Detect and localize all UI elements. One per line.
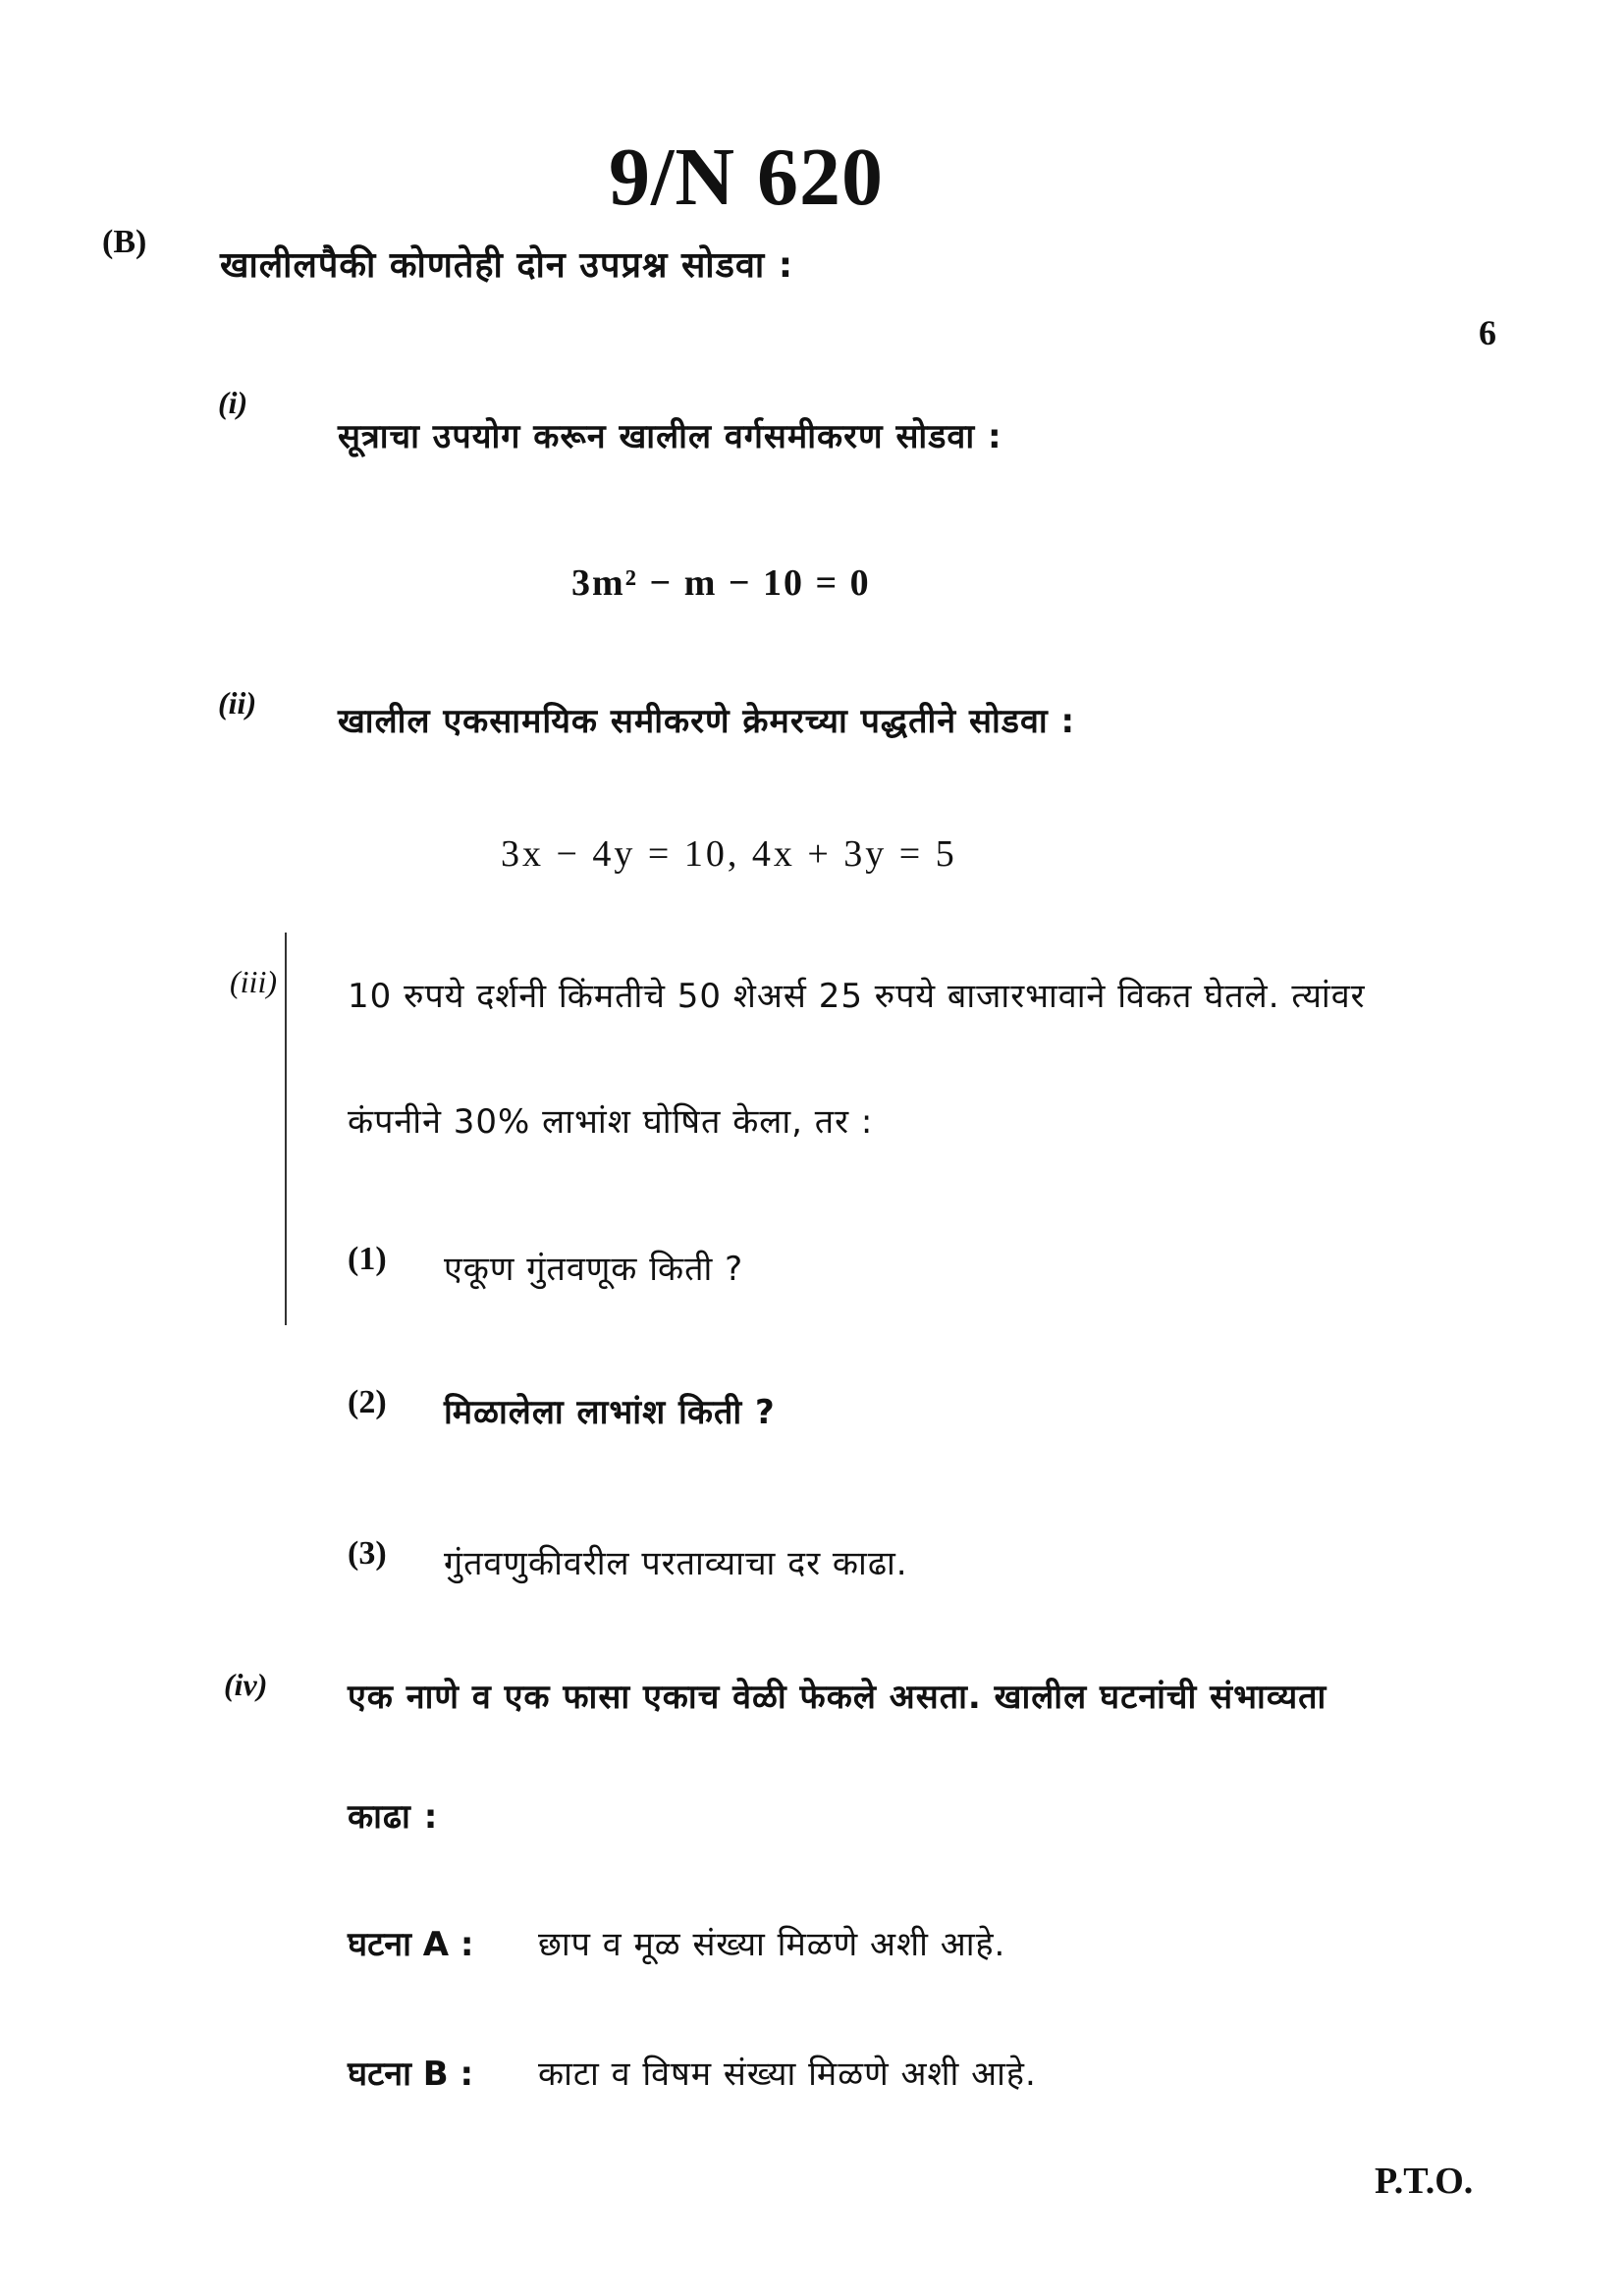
question-text-iv-line2: काढा : xyxy=(348,1797,439,1837)
event-b-label: घटना B : xyxy=(348,2055,474,2094)
item-text-1: एकूण गुंतवणूक किती ? xyxy=(444,1250,744,1289)
paper-code: 9/N 620 xyxy=(609,132,884,223)
question-label-iii: (iii) xyxy=(230,964,277,999)
question-label-iv: (iv) xyxy=(224,1667,268,1702)
equation-simultaneous: 3x − 4y = 10, 4x + 3y = 5 xyxy=(501,833,957,875)
equation-quadratic xyxy=(571,561,871,605)
question-label-ii: (ii) xyxy=(218,685,257,721)
event-a-text: छाप व मूळ संख्या मिळणे अशी आहे. xyxy=(538,1925,1006,1964)
question-text-iii-line1: 10 रुपये दर्शनी किंमतीचे 50 शेअर्स 25 रुपये बाजारभावाने विकत घेतले. त्यांवर xyxy=(348,977,1366,1016)
section-instruction: खालीलपैकी कोणतेही दोन उपप्रश्न सोडवा : xyxy=(220,245,794,286)
pto-marker: P.T.O. xyxy=(1375,2161,1474,2202)
event-b-text: काटा व विषम संख्या मिळणे अशी आहे. xyxy=(538,2055,1037,2094)
item-num-1: (1) xyxy=(348,1241,387,1277)
section-label: (B) xyxy=(102,224,147,260)
item-num-2: (2) xyxy=(348,1384,387,1420)
question-text-ii: खालील एकसामयिक समीकरणे क्रेमरच्या पद्धतीने सोडवा : xyxy=(338,702,1076,741)
margin-line xyxy=(285,933,287,1325)
section-marks: 6 xyxy=(1479,313,1496,352)
question-label-i: (i) xyxy=(218,385,248,420)
item-text-2: मिळालेला लाभांश किती ? xyxy=(444,1393,776,1432)
question-text-iv-line1: एक नाणे व एक फासा एकाच वेळी फेकले असता. खालील घटनांची संभाव्यता xyxy=(348,1678,1327,1717)
question-text-i: सूत्राचा उपयोग करून खालील वर्गसमीकरण सोडवा : xyxy=(338,417,1002,456)
item-num-3: (3) xyxy=(348,1535,387,1572)
question-text-iii-line2: कंपनीने 30% लाभांश घोषित केला, तर : xyxy=(348,1102,874,1142)
equation-quadratic-text: 3m² − m − 10 = 0 xyxy=(571,562,871,604)
event-a-label: घटना A : xyxy=(348,1925,474,1964)
item-text-3: गुंतवणुकीवरील परताव्याचा दर काढा. xyxy=(444,1544,908,1583)
